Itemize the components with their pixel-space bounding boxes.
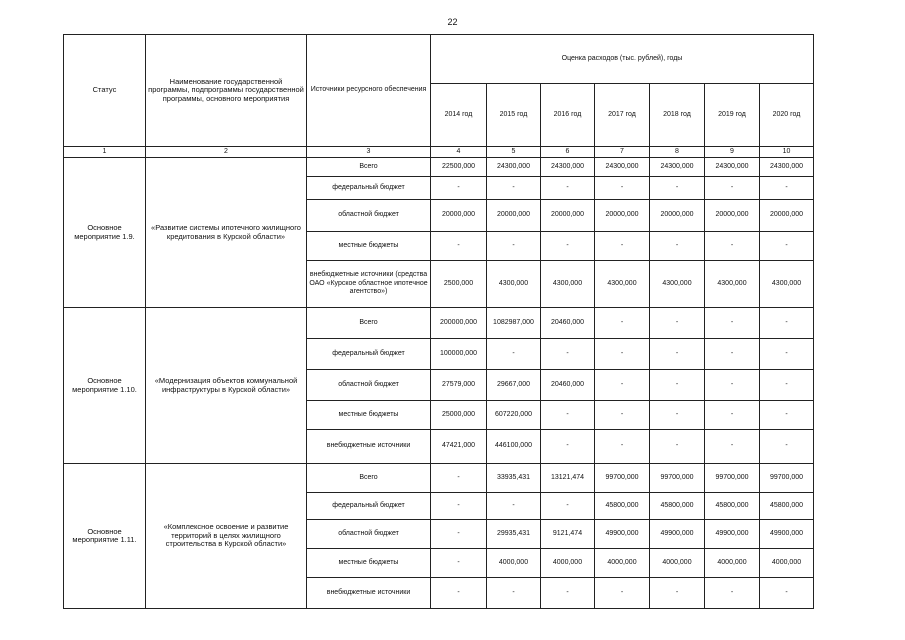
value-cell: - [650, 232, 705, 261]
column-number: 5 [487, 147, 541, 158]
value-cell: 45800,000 [705, 493, 760, 520]
source-cell: областной бюджет [307, 200, 431, 232]
value-cell: 607220,000 [487, 401, 541, 430]
value-cell: - [541, 232, 595, 261]
value-cell: - [760, 578, 814, 609]
value-cell: 24300,000 [650, 158, 705, 177]
value-cell: 4000,000 [487, 549, 541, 578]
column-number: 4 [431, 147, 487, 158]
value-cell: 49900,000 [595, 520, 650, 549]
value-cell: 9121,474 [541, 520, 595, 549]
value-cell: - [541, 177, 595, 200]
value-cell: - [650, 308, 705, 339]
value-cell: - [487, 232, 541, 261]
value-cell: 20000,000 [760, 200, 814, 232]
value-cell: 99700,000 [760, 464, 814, 493]
value-cell: - [487, 177, 541, 200]
value-cell: - [760, 177, 814, 200]
header-year: 2016 год [541, 84, 595, 147]
value-cell: - [541, 493, 595, 520]
value-cell: - [431, 578, 487, 609]
value-cell: 200000,000 [431, 308, 487, 339]
value-cell: - [705, 232, 760, 261]
header-year: 2020 год [760, 84, 814, 147]
value-cell: 24300,000 [487, 158, 541, 177]
source-cell: Всего [307, 158, 431, 177]
value-cell: - [705, 308, 760, 339]
source-cell: внебюджетные источники [307, 578, 431, 609]
value-cell: - [760, 430, 814, 464]
value-cell: 20000,000 [595, 200, 650, 232]
value-cell: 33935,431 [487, 464, 541, 493]
value-cell: - [595, 232, 650, 261]
value-cell: 45800,000 [760, 493, 814, 520]
value-cell: 4000,000 [541, 549, 595, 578]
value-cell: 2500,000 [431, 261, 487, 308]
value-cell: 4300,000 [760, 261, 814, 308]
value-cell: - [760, 339, 814, 370]
status-cell: Основное мероприятие 1.9. [64, 158, 146, 308]
column-number: 6 [541, 147, 595, 158]
measure-name-cell: «Развитие системы ипотечного жилищного кредитования в Курской области» [146, 158, 307, 308]
source-cell: местные бюджеты [307, 232, 431, 261]
value-cell: 49900,000 [650, 520, 705, 549]
value-cell: - [650, 401, 705, 430]
value-cell: - [595, 578, 650, 609]
value-cell: - [431, 493, 487, 520]
value-cell: - [705, 177, 760, 200]
source-cell: Всего [307, 464, 431, 493]
value-cell: 1082987,000 [487, 308, 541, 339]
value-cell: - [595, 177, 650, 200]
value-cell: 100000,000 [431, 339, 487, 370]
value-cell: 25000,000 [431, 401, 487, 430]
value-cell: - [705, 578, 760, 609]
value-cell: - [431, 232, 487, 261]
value-cell: 4000,000 [760, 549, 814, 578]
value-cell: 446100,000 [487, 430, 541, 464]
value-cell: 20000,000 [487, 200, 541, 232]
value-cell: - [760, 308, 814, 339]
value-cell: - [595, 401, 650, 430]
value-cell: 4000,000 [595, 549, 650, 578]
column-number: 7 [595, 147, 650, 158]
source-cell: областной бюджет [307, 370, 431, 401]
source-cell: федеральный бюджет [307, 493, 431, 520]
value-cell: - [650, 339, 705, 370]
column-number: 9 [705, 147, 760, 158]
header-status: Статус [64, 35, 146, 147]
value-cell: 20000,000 [431, 200, 487, 232]
value-cell: - [705, 430, 760, 464]
value-cell: 47421,000 [431, 430, 487, 464]
value-cell: 24300,000 [595, 158, 650, 177]
column-number: 10 [760, 147, 814, 158]
value-cell: - [431, 549, 487, 578]
value-cell: 4300,000 [487, 261, 541, 308]
source-cell: областной бюджет [307, 520, 431, 549]
table-row [64, 308, 814, 339]
value-cell: 20460,000 [541, 308, 595, 339]
value-cell: - [541, 401, 595, 430]
measure-name-cell: «Модернизация объектов коммунальной инфраструктуры в Курской области» [146, 308, 307, 464]
value-cell: 20000,000 [705, 200, 760, 232]
value-cell: 20000,000 [541, 200, 595, 232]
value-cell: 4000,000 [650, 549, 705, 578]
value-cell: 27579,000 [431, 370, 487, 401]
column-number: 8 [650, 147, 705, 158]
value-cell: - [760, 370, 814, 401]
status-cell: Основное мероприятие 1.10. [64, 308, 146, 464]
source-cell: местные бюджеты [307, 401, 431, 430]
value-cell: - [705, 370, 760, 401]
value-cell: - [705, 401, 760, 430]
source-cell: внебюджетные источники (средства ОАО «Курское областное ипотечное агентство») [307, 261, 431, 308]
header-year: 2014 год [431, 84, 487, 147]
value-cell: 4300,000 [595, 261, 650, 308]
value-cell: 20460,000 [541, 370, 595, 401]
measure-name-cell: «Комплексное освоение и развитие территорий в целях жилищного строительства в Курской области» [146, 464, 307, 609]
table-row [64, 158, 814, 177]
value-cell: - [541, 430, 595, 464]
header-year: 2018 год [650, 84, 705, 147]
value-cell: 24300,000 [760, 158, 814, 177]
source-cell: федеральный бюджет [307, 177, 431, 200]
value-cell: 20000,000 [650, 200, 705, 232]
value-cell: - [595, 370, 650, 401]
value-cell: - [650, 370, 705, 401]
value-cell: 49900,000 [705, 520, 760, 549]
value-cell: 29667,000 [487, 370, 541, 401]
value-cell: - [650, 177, 705, 200]
value-cell: - [487, 339, 541, 370]
budget-table [63, 34, 814, 609]
value-cell: 49900,000 [760, 520, 814, 549]
source-cell: Всего [307, 308, 431, 339]
value-cell: - [760, 401, 814, 430]
source-cell: внебюджетные источники [307, 430, 431, 464]
value-cell: - [595, 430, 650, 464]
table-row [64, 464, 814, 493]
source-cell: федеральный бюджет [307, 339, 431, 370]
value-cell: 45800,000 [595, 493, 650, 520]
header-sources: Источники ресурсного обеспечения [307, 35, 431, 147]
value-cell: - [541, 578, 595, 609]
page-number: 22 [447, 17, 458, 27]
value-cell: - [541, 339, 595, 370]
value-cell: 4300,000 [650, 261, 705, 308]
value-cell: 4300,000 [541, 261, 595, 308]
value-cell: - [431, 520, 487, 549]
value-cell: 22500,000 [431, 158, 487, 177]
value-cell: 29935,431 [487, 520, 541, 549]
value-cell: - [487, 493, 541, 520]
value-cell: - [705, 339, 760, 370]
value-cell: - [487, 578, 541, 609]
value-cell: 45800,000 [650, 493, 705, 520]
value-cell: - [431, 464, 487, 493]
header-year: 2019 год [705, 84, 760, 147]
source-cell: местные бюджеты [307, 549, 431, 578]
value-cell: - [760, 232, 814, 261]
header-name: Наименование государственной программы, подпрограммы государственной программы, основного мероприятия [146, 35, 307, 147]
value-cell: - [650, 430, 705, 464]
status-cell: Основное мероприятие 1.11. [64, 464, 146, 609]
value-cell: - [595, 339, 650, 370]
value-cell: 99700,000 [650, 464, 705, 493]
column-number: 3 [307, 147, 431, 158]
value-cell: 13121,474 [541, 464, 595, 493]
header-expenses: Оценка расходов (тыс. рублей), годы [431, 35, 814, 84]
value-cell: 24300,000 [541, 158, 595, 177]
header-year: 2017 год [595, 84, 650, 147]
value-cell: - [650, 578, 705, 609]
column-number: 1 [64, 147, 146, 158]
value-cell: 99700,000 [705, 464, 760, 493]
value-cell: 24300,000 [705, 158, 760, 177]
value-cell: 99700,000 [595, 464, 650, 493]
value-cell: 4300,000 [705, 261, 760, 308]
value-cell: 4000,000 [705, 549, 760, 578]
column-number: 2 [146, 147, 307, 158]
value-cell: - [431, 177, 487, 200]
value-cell: - [595, 308, 650, 339]
header-year: 2015 год [487, 84, 541, 147]
